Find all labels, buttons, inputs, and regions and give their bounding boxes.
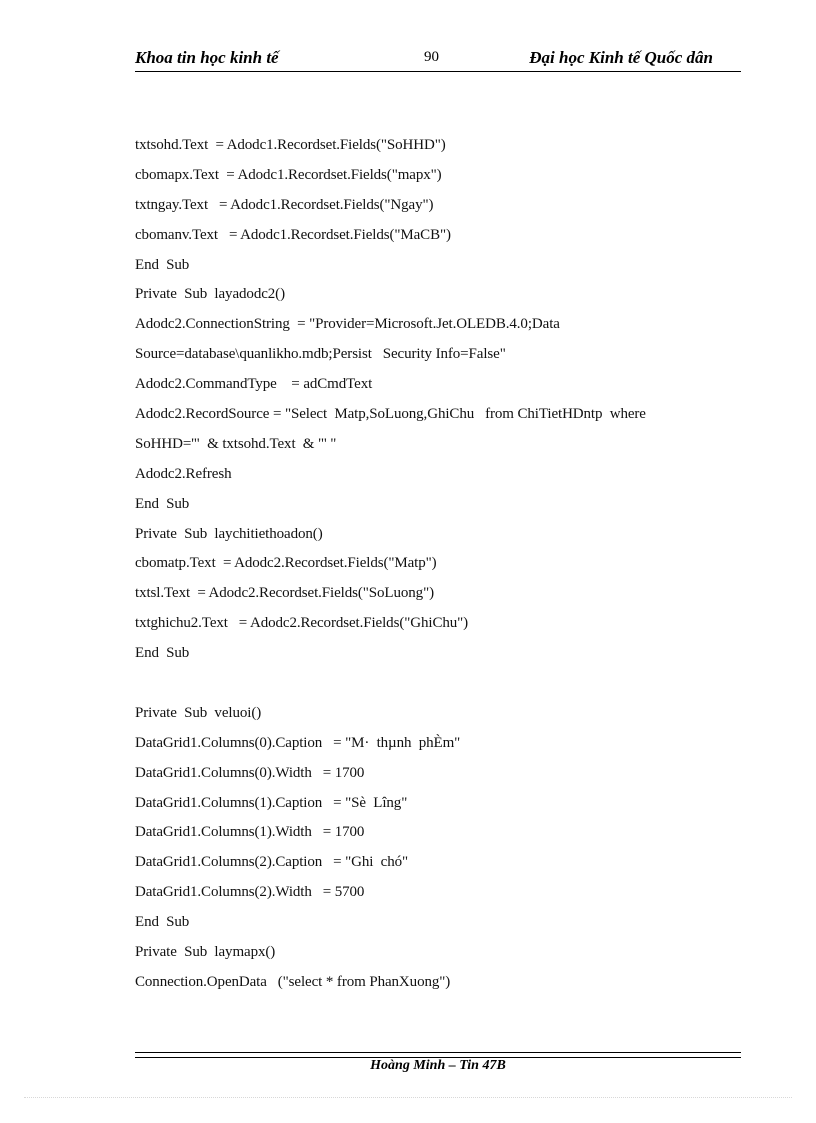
code-line: txtsohd.Text = Adodc1.Recordset.Fields("SoHHD") [135, 137, 446, 153]
code-line: txtghichu2.Text = Adodc2.Recordset.Fields("GhiChu") [135, 615, 469, 632]
code-line: End Sub [135, 914, 190, 931]
header-rule [135, 71, 741, 72]
page-bottom-divider [24, 1097, 792, 1098]
page-header [135, 46, 741, 74]
code-line: Adodc2.Refresh [135, 465, 232, 482]
header-faculty: Khoa tin học kinh tế [135, 48, 279, 67]
code-line: Private Sub laychitiethoadon() [135, 525, 323, 542]
code-line: DataGrid1.Columns(2).Width = 5700 [135, 884, 365, 901]
header-university: Đại học Kinh tế Quốc dân [529, 48, 713, 67]
code-line: End Sub [135, 495, 190, 512]
code-line: DataGrid1.Columns(1).Caption = "Sè Lîng" [135, 794, 408, 811]
code-line: DataGrid1.Columns(0).Width = 1700 [135, 764, 365, 781]
code-line: DataGrid1.Columns(2).Caption = "Ghi chó" [135, 854, 409, 871]
code-line: txtngay.Text = Adodc1.Recordset.Fields("Ngay") [135, 196, 434, 213]
code-line: DataGrid1.Columns(0).Caption = "M· thµnh phÈm" [135, 734, 461, 751]
code-line: End Sub [135, 256, 190, 273]
code-line: Source=database\quanlikho.mdb;Persist Security Info=False" [135, 346, 506, 363]
code-line: cbomapx.Text = Adodc1.Recordset.Fields("mapx") [135, 166, 442, 183]
code-line: Private Sub veluoi() [135, 704, 262, 721]
code-line: Private Sub laymapx() [135, 944, 276, 961]
code-line: txtsl.Text = Adodc2.Recordset.Fields("SoLuong") [135, 585, 434, 602]
code-line: cbomanv.Text = Adodc1.Recordset.Fields("MaCB") [135, 226, 451, 243]
code-line: Adodc2.ConnectionString = "Provider=Microsoft.Jet.OLEDB.4.0;Data [135, 316, 560, 333]
code-line: Adodc2.CommandType = adCmdText [135, 376, 373, 393]
code-line: DataGrid1.Columns(1).Width = 1700 [135, 824, 365, 841]
code-line: End Sub [135, 645, 190, 662]
code-line: Private Sub layadodc2() [135, 286, 285, 303]
page-number: 90 [424, 49, 439, 65]
code-line: SoHHD='" & txtsohd.Text & "' " [135, 435, 337, 452]
code-line: Adodc2.RecordSource = "Select Matp,SoLuong,GhiChu from ChiTietHDntp where [135, 406, 646, 423]
code-line: cbomatp.Text = Adodc2.Recordset.Fields("Matp") [135, 555, 437, 572]
code-line [135, 669, 741, 699]
code-line: Connection.OpenData ("select * from PhanXuong") [135, 973, 451, 990]
footer-author: Hoàng Minh – Tin 47B [370, 1058, 506, 1073]
code-listing [135, 131, 741, 998]
